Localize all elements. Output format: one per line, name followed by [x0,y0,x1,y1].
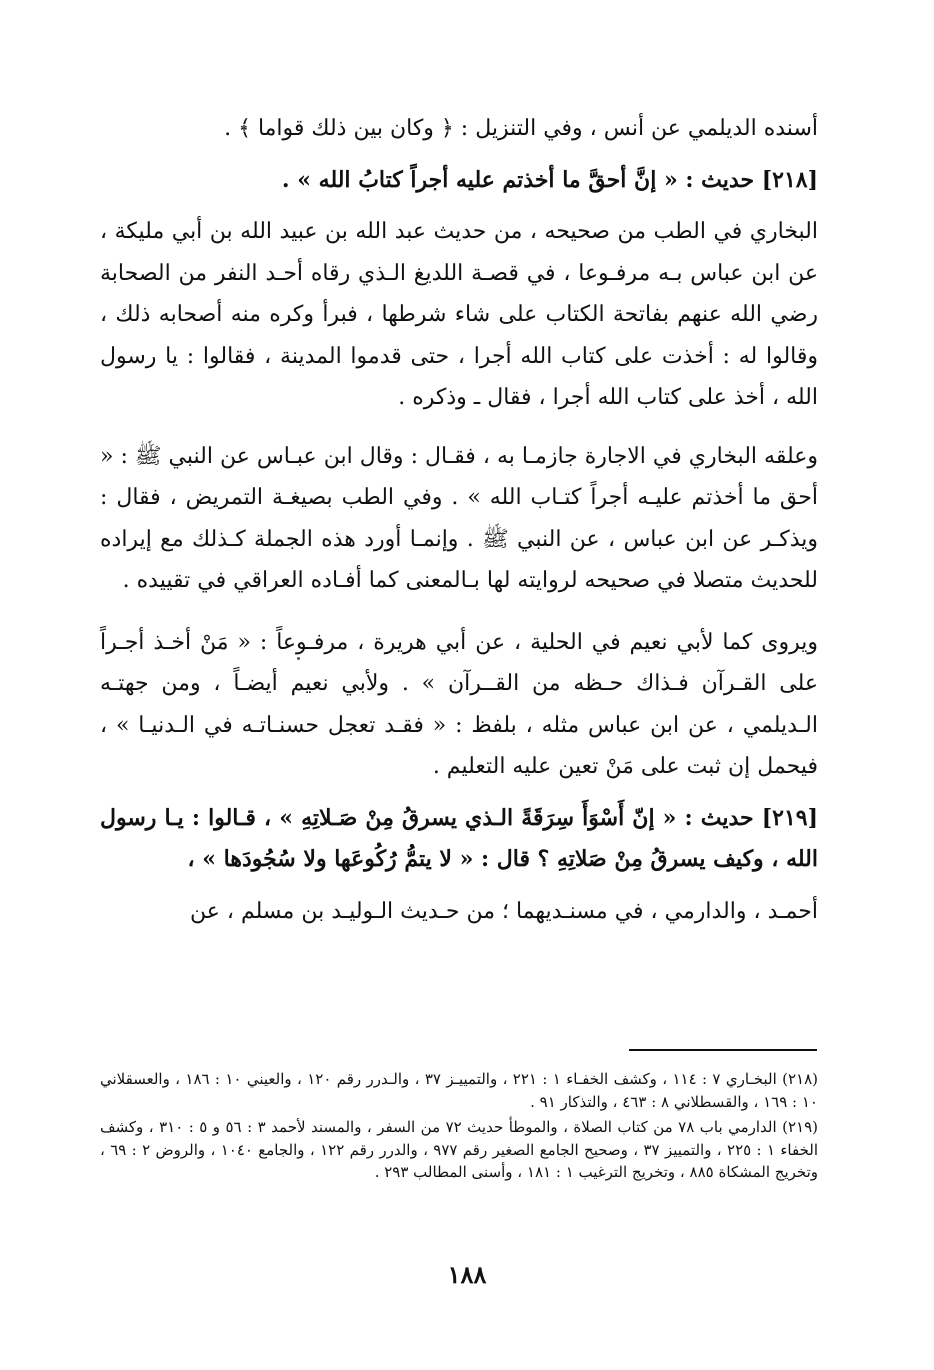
paragraph-intro: أسنده الديلمي عن أنس ، وفي التنزيل : ﴿ وكان بين ذلك قواما ﴾ . [224,116,818,141]
paragraph-bukhari-ijara: وعلقه البخاري في الاجارة جازمـا به ، فقـال : وقال ابن عبـاس عن النبي ﷺ : « أحق ما أخذتم عليـه أجراً كتـاب الله » . وفي الطب بصيغـة التمريض ، فقال : ويذكـر عن ابن عباس ، عن النبي ﷺ . وإنمـا أورد هذه الجملة كـذلك مع إيراده للحديث متصلا في صحيحه لروايته لها بـالمعنى كما أفـاده العراقي في تقييده . [100,443,818,593]
hadith-heading-218: [٢١٨] حديث : « إنَّ أحقَّ ما أخذتم عليه أجراً كتابُ الله » . [281,166,818,193]
hadith-heading-219: [٢١٩] حديث : « إنّ أَسْوَأَ سِرَقَةً الـذي يسرقُ مِنْ صَـلاتِهِ » ، قـالوا : يـا رسول الله ، وكيف يسرقُ مِنْ صَلاتِهِ ؟ قال : « لا يتمُّ رُكُوعَها ولا سُجُودَها » ، [100,804,818,872]
paragraph-abu-nuaym: ويروى كما لأبي نعيم في الحلية ، عن أبي هريرة ، مرفـوعاً : « مَنْ أخـذ أجـراً على القـرآن فـذاك حـظه من القــرآن » . ولأبي نعيم أيضـاً ، ومن جهتـه الـديلمي ، عن ابن عباس مثله ، بلفظ : « فقـد تعجل حسنـاتـه في الـدنيـا » ، فيحمل إن ثبت على مَنْ تعين عليه التعليم . [100,629,818,779]
footnote-219: (٢١٩) الدارمي باب ٧٨ من كتاب الصلاة ، والموطأ حديث ٧٢ من السفر ، والمسند لأحمد ٣ : ٥٦ و ٥ : ٣١٠ ، وكشف الخفاء ١ : ٢٢٥ ، والتمييز ٣٧ ، وصحيح الجامع الصغير رقم ٩٧٧ ، والدرر رقم ١٢٢ ، والجامع ١٠٤٠ ، والروض ٢ : ٦٩ ، وتخريج المشكاة ٨٨٥ ، وتخريج الترغيب ١ : ١٨١ ، وأسنى المطالب ٢٩٣ . [100,1118,819,1181]
paragraph-ahmad-darimi: أحمـد ، والدارمي ، في مسنـديهما ؛ من حـديث الـوليـد بن مسلم ، عن [190,898,818,924]
paragraph-bukhari-tib: البخاري في الطب من صحيحه ، من حديث عبد الله بن عبيد الله بن أبي مليكة ، عن ابن عباس بـه مرفـوعا ، في قصـة اللديغ الـذي رقاه أحـد النفر من الصحابة رضي الله عنهم بفاتحة الكتاب على شاء شرطها ، فبرأ وكره منه أصحابه ذلك ، وقالوا له : أخذت على كتاب الله أجرا ، حتى قدموا المدينة ، فقالوا : يا رسول الله ، أخذ على كتاب الله أجرا ، فقال ـ وذكره . [100,219,818,410]
footnote-separator [629,1049,817,1051]
stray-dot [297,657,300,660]
page-body [100,108,818,932]
page-number: ١٨٨ [447,1260,487,1289]
footnotes [100,1068,818,1187]
footnote-218: (٢١٨) البخـاري ٧ : ١١٤ ، وكشف الخفـاء ١ : ٢٢١ ، والتمييـز ٣٧ ، والـدرر رقم ١٢٠ ، والعيني ١٠ : ١٨٦ ، والعسقلاني ١٠ : ١٦٩ ، والقسطلاني ٨ : ٤٦٣ ، والتذكار ٩١ . [100,1070,818,1111]
